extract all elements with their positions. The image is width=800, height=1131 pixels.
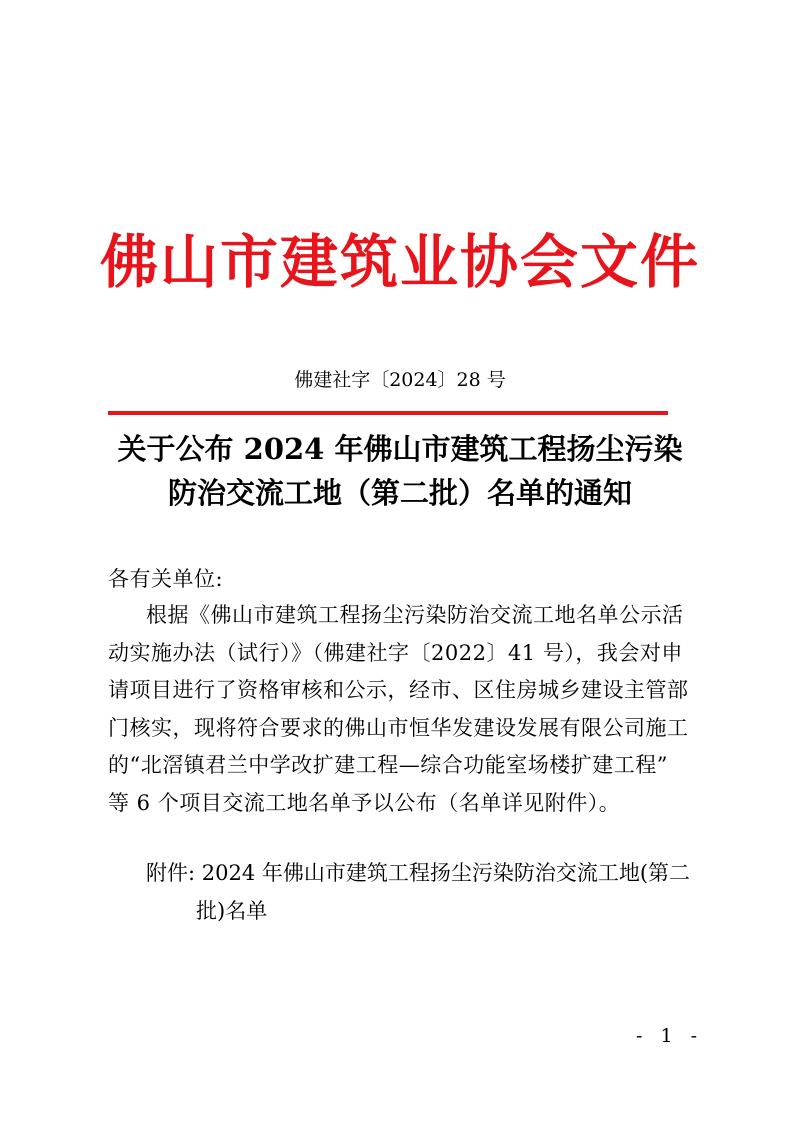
paragraph-line: 请项目进行了资格审核和公示，经市、区住房城乡建设主管部 [108, 678, 689, 702]
attachment-line-1: 附件: 2024 年佛山市建筑工程扬尘污染防治交流工地(第二 [146, 861, 691, 885]
notice-title-line-2: 防治交流工地（第二批）名单的通知 [167, 476, 632, 510]
masthead-title: 佛山市建筑业协会文件 [99, 228, 700, 296]
attachment-note [146, 855, 706, 930]
attachment-line-2: 批)名单 [196, 898, 268, 923]
paragraph-line: 等 6 个项目交流工地名单予以公布（名单详见附件）。 [108, 790, 621, 815]
body-paragraph [108, 597, 708, 822]
notice-title-line-1: 关于公布 2024 年佛山市建筑工程扬尘污染 [117, 432, 683, 466]
paragraph-line: 根据《佛山市建筑工程扬尘污染防治交流工地名单公示活 [146, 603, 684, 627]
paragraph-line: 动实施办法（试行）》（佛建社字〔2022〕41 号），我会对申 [108, 640, 683, 665]
paragraph-line: 的“北滘镇君兰中学改扩建工程—综合功能室场楼扩建工程” [108, 753, 668, 777]
red-divider-rule [108, 411, 668, 415]
page-number: - 1 - [636, 1025, 704, 1047]
notice-title [0, 427, 800, 515]
salutation: 各有关单位: [108, 567, 224, 591]
paragraph-line: 门核实，现将符合要求的佛山市恒华发建设发展有限公司施工 [108, 715, 689, 740]
document-number: 佛建社字〔2024〕28 号 [294, 369, 506, 391]
